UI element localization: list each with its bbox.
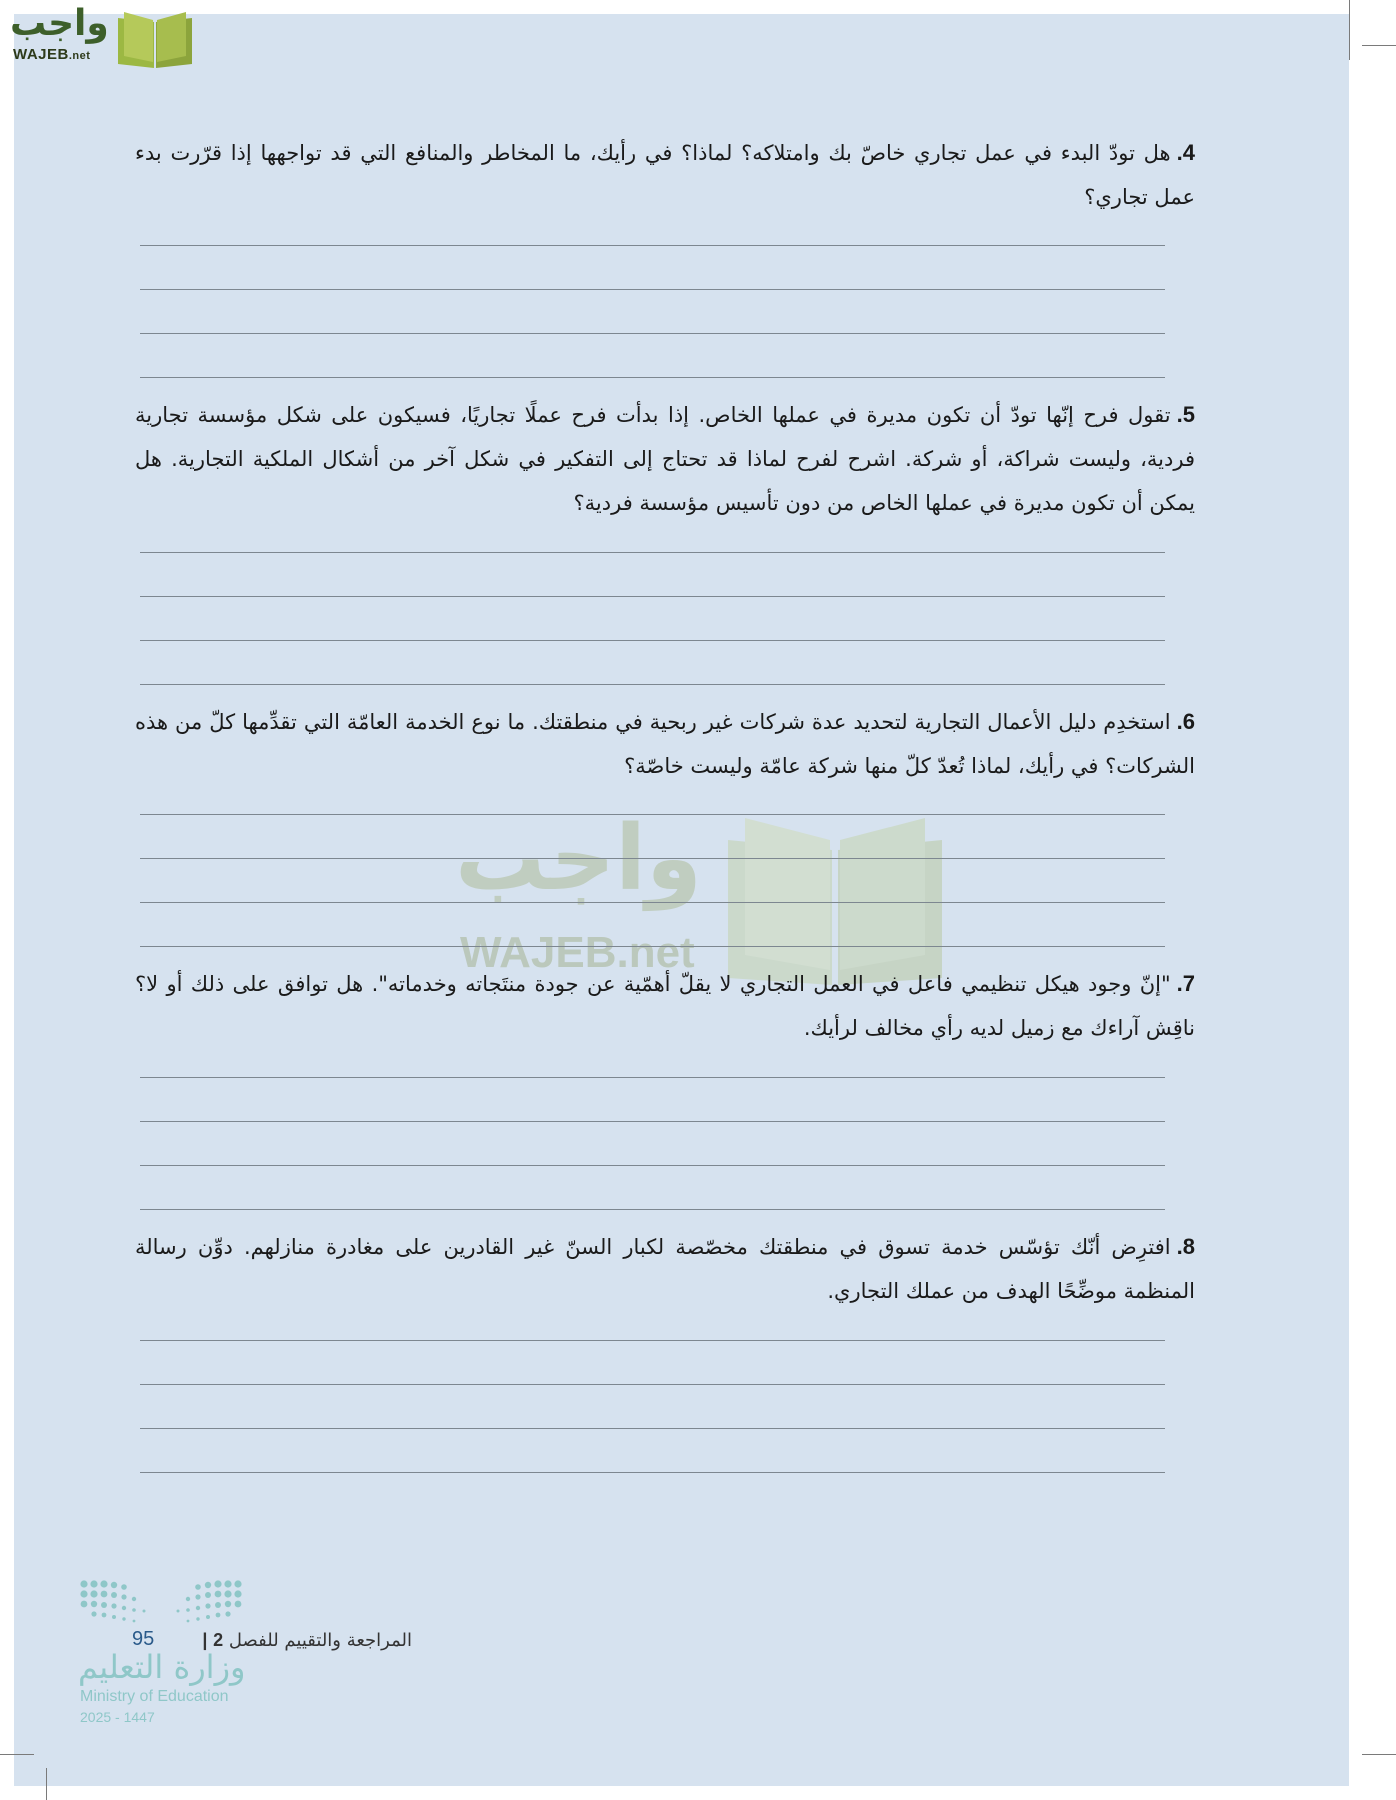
ministry-arabic-name: وزارة التعليم [78, 1648, 246, 1686]
answer-line[interactable] [140, 1428, 1165, 1429]
answer-line[interactable] [140, 946, 1165, 947]
question-8-number: 8. [1176, 1234, 1195, 1259]
answer-line[interactable] [140, 1121, 1165, 1122]
question-8-body: افترِض أنّك تؤسّس خدمة تسوق في منطقتك مخصّصة لكبار السنّ غير القادرين على مغادرة منازلهم. دوِّن رسالة المنظمة موضِّحًا الهدف من عملك التجاري. [135, 1235, 1195, 1303]
footer-separator: | [202, 1630, 208, 1650]
watermark-book-icon [720, 810, 950, 985]
crop-mark [1349, 0, 1350, 60]
question-8-text [135, 1225, 1195, 1313]
watermark-latin-text: WAJEB.net [460, 928, 695, 977]
answer-line[interactable] [140, 1209, 1165, 1210]
answer-line[interactable] [140, 814, 1165, 815]
crop-mark [46, 1768, 47, 1800]
answer-line[interactable] [140, 552, 1165, 553]
answer-line[interactable] [140, 289, 1165, 290]
ministry-english-name: Ministry of Education [80, 1688, 229, 1705]
answer-line[interactable] [140, 640, 1165, 641]
answer-line[interactable] [140, 245, 1165, 246]
answer-line[interactable] [140, 1472, 1165, 1473]
question-8 [135, 1225, 1195, 1313]
footer-section-label: المراجعة والتقييم للفصل [228, 1630, 412, 1651]
page-number: 95 [132, 1628, 155, 1650]
question-5-number: 5. [1176, 402, 1195, 427]
logo-latin-name: WAJEB [13, 46, 69, 63]
crop-mark [0, 1754, 34, 1755]
logo-suffix: .net [68, 50, 91, 62]
logo-arabic-text: واجب [10, 3, 109, 44]
watermark-arabic-text: واجب [455, 806, 702, 911]
question-6-body: استخدِم دليل الأعمال التجارية لتحديد عدة شركات غير ربحية في منطقتك. ما نوع الخدمة العامّة التي تقدِّمها كلّ من هذه الشركات؟ في رأيك، لماذا تُعدّ كلّ منها شركة عامّة وليست خاصّة؟ [135, 710, 1195, 778]
question-4-number: 4. [1176, 140, 1195, 165]
question-4-body: هل تودّ البدء في عمل تجاري خاصّ بك وامتلاكه؟ لماذا؟ في رأيك، ما المخاطر والمنافع التي قد تواجهها إذا قرّرت بدء عمل تجاري؟ [135, 141, 1195, 209]
logo-latin-text [13, 46, 90, 63]
question-7-number: 7. [1176, 971, 1195, 996]
question-7-body: "إنّ وجود هيكل تنظيمي فاعل في العمل التجاري لا يقلّ أهمّية عن جودة منتَجاته وخدماته". هل توافق على ذلك أو لا؟ ناقِش آراءك مع زميل لديه رأي مخالف لرأيك. [135, 972, 1195, 1040]
answer-line[interactable] [140, 902, 1165, 903]
answer-line[interactable] [140, 1384, 1165, 1385]
book-icon [114, 8, 196, 68]
footer-section-title [182, 1630, 412, 1651]
question-7 [135, 962, 1195, 1050]
answer-line[interactable] [140, 858, 1165, 859]
question-5-text [135, 393, 1195, 525]
crop-mark [1362, 45, 1396, 46]
wajeb-logo [10, 3, 188, 68]
question-5 [135, 393, 1195, 525]
question-4 [135, 131, 1195, 219]
answer-line[interactable] [140, 1165, 1165, 1166]
question-6 [135, 700, 1195, 788]
answer-line[interactable] [140, 333, 1165, 334]
question-6-number: 6. [1176, 709, 1195, 734]
crop-mark [1362, 1754, 1396, 1755]
answer-line[interactable] [140, 377, 1165, 378]
answer-line[interactable] [140, 596, 1165, 597]
footer-chapter-number: 2 [213, 1630, 224, 1650]
answer-line[interactable] [140, 684, 1165, 685]
answer-line[interactable] [140, 1340, 1165, 1341]
question-7-text [135, 962, 1195, 1050]
question-4-text [135, 131, 1195, 219]
question-5-body: تقول فرح إنّها تودّ أن تكون مديرة في عملها الخاص. إذا بدأت فرح عملًا تجاريًا، فسيكون على شكل مؤسسة تجارية فردية، وليست شراكة، أو شركة. اشرح لفرح لماذا قد تحتاج إلى التفكير في شكل آخر من أشكال الملكية التجارية. هل يمكن أن تكون مديرة في عملها الخاص من دون تأسيس مؤسسة فردية؟ [135, 403, 1195, 515]
answer-line[interactable] [140, 1077, 1165, 1078]
question-6-text [135, 700, 1195, 788]
ministry-year: 2025 - 1447 [80, 1709, 155, 1725]
ministry-of-education-logo [78, 1578, 258, 1728]
